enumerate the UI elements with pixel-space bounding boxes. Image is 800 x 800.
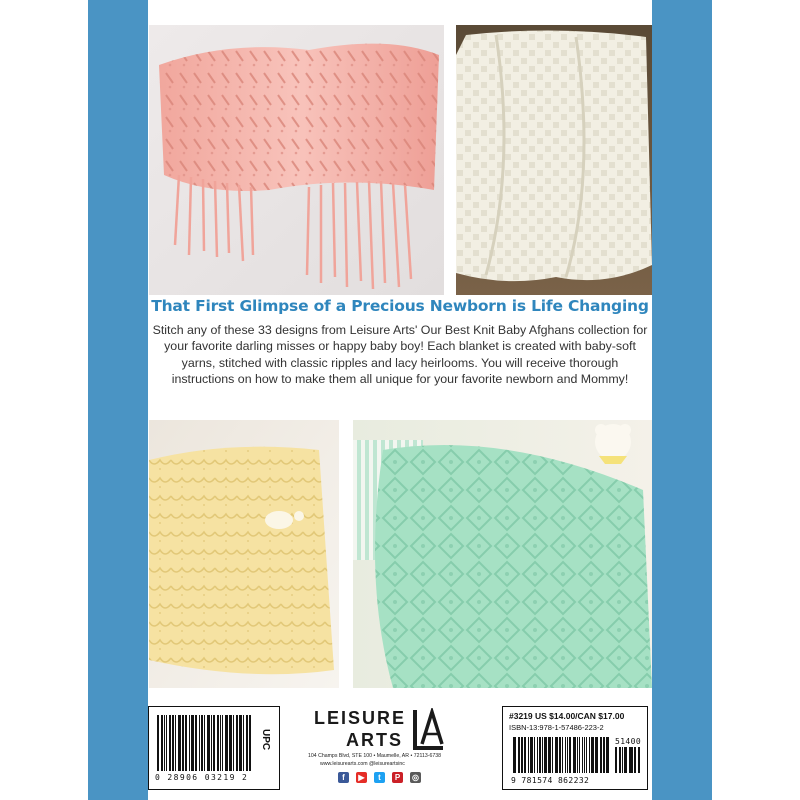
isbn-bars bbox=[513, 737, 611, 773]
barcode-bar bbox=[629, 747, 630, 773]
publisher-address: 104 Champs Blvd, STE 100 • Maumelle, AR • 72113-6738 bbox=[308, 753, 442, 759]
barcode-bar bbox=[542, 737, 543, 773]
barcode-bar bbox=[622, 747, 624, 773]
price-line: #3219 US $14.00/CAN $17.00 bbox=[509, 711, 625, 721]
barcode-bar bbox=[577, 737, 578, 773]
barcode-bar bbox=[638, 747, 640, 773]
barcode-bar bbox=[518, 737, 520, 773]
barcode-bar bbox=[225, 715, 228, 771]
right-blue-border bbox=[652, 0, 712, 800]
barcode-bar bbox=[185, 715, 187, 771]
barcode-bar bbox=[222, 715, 223, 771]
upc-bars bbox=[157, 715, 253, 771]
barcode-bar bbox=[157, 715, 159, 771]
barcode-bar bbox=[189, 715, 190, 771]
barcode-bar bbox=[236, 715, 238, 771]
barcode-bar bbox=[567, 737, 568, 773]
twitter-icon[interactable]: t bbox=[374, 772, 385, 783]
barcode-bar bbox=[559, 737, 562, 773]
barcode-bar bbox=[534, 737, 535, 773]
isbn-digits: 9 781574 862232 bbox=[511, 776, 590, 785]
barcode-bar bbox=[630, 747, 632, 773]
barcode-bar bbox=[213, 715, 215, 771]
publisher-web: www.leisurearts.com @leisureartsinc bbox=[320, 761, 405, 767]
logo-word-leisure: LEISURE bbox=[314, 708, 407, 728]
barcode-bar bbox=[552, 737, 553, 773]
la-monogram-icon bbox=[412, 708, 446, 750]
barcode-bar bbox=[600, 737, 602, 773]
barcode-bar bbox=[615, 747, 617, 773]
barcode-bar bbox=[586, 737, 587, 773]
barcode-bar bbox=[161, 715, 163, 771]
barcode-bar bbox=[562, 737, 563, 773]
barcode-bar bbox=[537, 737, 538, 773]
pinterest-icon[interactable]: P bbox=[392, 772, 403, 783]
barcode-bar bbox=[619, 747, 621, 773]
pink-fringed-afghan-photo bbox=[149, 25, 444, 295]
barcode-bar bbox=[207, 715, 210, 771]
description-paragraph: Stitch any of these 33 designs from Leisure Arts' Our Best Knit Baby Afghans collection for your favorite darling misses or happy baby boy! Each blanket is created with baby-soft yarns, stitched with classic ripples and lacy heirlooms. You will receive thorough instructions on how to make them all unique for your favorite newborn and Mommy! bbox=[152, 323, 648, 387]
social-icons bbox=[338, 772, 421, 783]
mint-lace-afghan-photo bbox=[353, 420, 652, 688]
barcode-bar bbox=[589, 737, 590, 773]
isbn-addon-bars bbox=[615, 747, 641, 773]
barcode-bar bbox=[246, 715, 248, 771]
white-textured-afghan-photo bbox=[456, 25, 652, 295]
isbn-line: ISBN-13:978-1-57486-223-2 bbox=[509, 723, 604, 732]
barcode-bar bbox=[544, 737, 547, 773]
upc-digits: 0 28906 03219 2 bbox=[155, 773, 249, 782]
facebook-icon[interactable]: f bbox=[338, 772, 349, 783]
barcode-bar bbox=[565, 737, 566, 773]
barcode-bar bbox=[579, 737, 580, 773]
barcode-bar bbox=[175, 715, 176, 771]
barcode-bar bbox=[249, 715, 251, 771]
barcode-bar bbox=[548, 737, 551, 773]
barcode-bar bbox=[528, 737, 529, 773]
barcode-bar bbox=[164, 715, 165, 771]
barcode-bar bbox=[243, 715, 244, 771]
isbn-addon-digits: 51400 bbox=[615, 737, 642, 746]
barcode-bar bbox=[182, 715, 184, 771]
barcode-bar bbox=[217, 715, 219, 771]
barcode-bar bbox=[178, 715, 181, 771]
barcode-bar bbox=[591, 737, 594, 773]
barcode-bar bbox=[229, 715, 232, 771]
barcode-bar bbox=[634, 747, 636, 773]
leisure-arts-logo bbox=[308, 708, 488, 792]
isbn-barcode bbox=[502, 706, 648, 790]
barcode-bar bbox=[539, 737, 541, 773]
barcode-bar bbox=[582, 737, 583, 773]
barcode-bar bbox=[513, 737, 516, 773]
barcode-bar bbox=[584, 737, 586, 773]
instagram-icon[interactable]: ◎ bbox=[410, 772, 421, 783]
barcode-bar bbox=[569, 737, 571, 773]
barcode-bar bbox=[199, 715, 200, 771]
barcode-bar bbox=[211, 715, 212, 771]
barcode-bar bbox=[201, 715, 203, 771]
barcode-bar bbox=[606, 737, 609, 773]
upc-barcode bbox=[148, 706, 280, 790]
barcode-bar bbox=[166, 715, 167, 771]
yellow-ripple-afghan-photo bbox=[149, 420, 339, 688]
barcode-bar bbox=[220, 715, 221, 771]
barcode-bar bbox=[573, 737, 576, 773]
upc-label: UPC bbox=[260, 729, 271, 751]
barcode-bar bbox=[524, 737, 526, 773]
barcode-bar bbox=[169, 715, 171, 771]
barcode-bar bbox=[624, 747, 626, 773]
barcode-bar bbox=[530, 737, 533, 773]
barcode-bar bbox=[555, 737, 558, 773]
youtube-icon[interactable]: ▶ bbox=[356, 772, 367, 783]
headline: That First Glimpse of a Precious Newborn is Life Changing bbox=[151, 297, 649, 315]
barcode-bar bbox=[191, 715, 194, 771]
barcode-bar bbox=[204, 715, 205, 771]
barcode-bar bbox=[521, 737, 524, 773]
barcode-bar bbox=[195, 715, 197, 771]
logo-word-arts: ARTS bbox=[346, 730, 403, 750]
barcode-bar bbox=[603, 737, 606, 773]
barcode-bar bbox=[595, 737, 598, 773]
barcode-bar bbox=[233, 715, 234, 771]
back-cover bbox=[148, 0, 652, 800]
barcode-bar bbox=[239, 715, 242, 771]
left-blue-border bbox=[88, 0, 148, 800]
barcode-bar bbox=[172, 715, 174, 771]
